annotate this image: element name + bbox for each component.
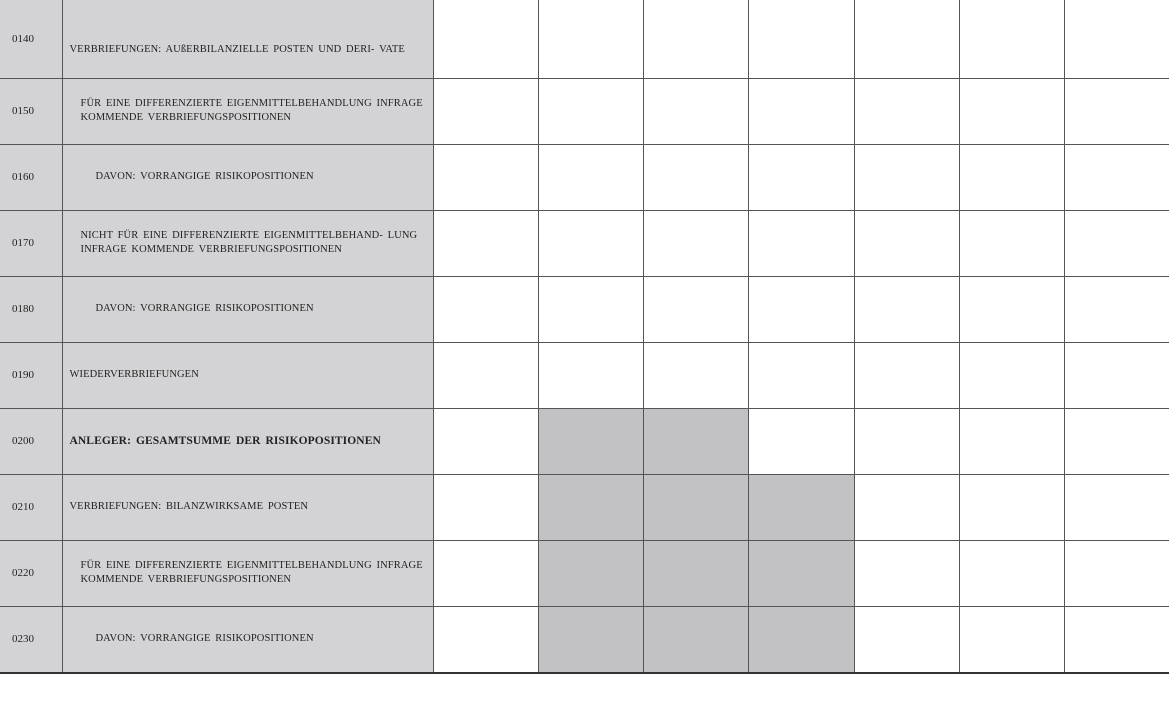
data-cell[interactable]	[433, 144, 538, 210]
data-cell[interactable]	[959, 78, 1064, 144]
data-cell[interactable]	[1064, 78, 1169, 144]
data-cell[interactable]	[854, 210, 959, 276]
data-cell[interactable]	[854, 78, 959, 144]
row-label-text: FÜR EINE DIFFERENZIERTE EIGENMITTELBEHANDLUNG INFRAGE KOMMENDE VERBRIEFUNGSPOSITIONEN	[80, 560, 423, 585]
data-cell[interactable]	[1064, 210, 1169, 276]
data-cell[interactable]	[433, 342, 538, 408]
shaded-cell	[643, 606, 748, 673]
row-label-text: ANLEGER: GESAMTSUMME DER RISIKOPOSITIONEN	[69, 435, 381, 447]
data-cell[interactable]	[433, 210, 538, 276]
table-row	[0, 606, 1169, 673]
table-row	[0, 474, 1169, 540]
row-label	[62, 276, 433, 342]
data-cell[interactable]	[433, 408, 538, 474]
row-code: 0180	[0, 276, 62, 342]
data-cell[interactable]	[959, 606, 1064, 673]
data-cell[interactable]	[433, 474, 538, 540]
data-cell[interactable]	[1064, 0, 1169, 78]
data-cell[interactable]	[1064, 474, 1169, 540]
data-cell[interactable]	[538, 276, 643, 342]
row-code: 0160	[0, 144, 62, 210]
shaded-cell	[748, 540, 854, 606]
data-cell[interactable]	[748, 342, 854, 408]
data-cell[interactable]	[1064, 342, 1169, 408]
data-cell[interactable]	[433, 78, 538, 144]
data-cell[interactable]	[959, 540, 1064, 606]
table-row	[0, 78, 1169, 144]
data-cell[interactable]	[959, 276, 1064, 342]
data-cell[interactable]	[854, 408, 959, 474]
table-row	[0, 144, 1169, 210]
row-code: 0150	[0, 78, 62, 144]
row-label	[62, 78, 433, 144]
data-cell[interactable]	[748, 144, 854, 210]
data-cell[interactable]	[959, 210, 1064, 276]
data-cell[interactable]	[959, 0, 1064, 78]
data-cell[interactable]	[538, 78, 643, 144]
data-cell[interactable]	[748, 0, 854, 78]
row-label-text: FÜR EINE DIFFERENZIERTE EIGENMITTELBEHANDLUNG INFRAGE KOMMENDE VERBRIEFUNGSPOSITIONEN	[80, 98, 423, 123]
data-cell[interactable]	[748, 408, 854, 474]
shaded-cell	[748, 606, 854, 673]
row-label-text: WIEDERVERBRIEFUNGEN	[69, 369, 199, 380]
data-cell[interactable]	[959, 408, 1064, 474]
data-cell[interactable]	[1064, 144, 1169, 210]
data-cell[interactable]	[643, 0, 748, 78]
data-cell[interactable]	[748, 276, 854, 342]
data-cell[interactable]	[643, 78, 748, 144]
table-row	[0, 0, 1169, 78]
data-cell[interactable]	[433, 606, 538, 673]
row-label-text: VERBRIEFUNGEN: AUßERBILANZIELLE POSTEN UND DERI- VATE	[69, 43, 405, 55]
data-cell[interactable]	[538, 210, 643, 276]
data-cell[interactable]	[959, 144, 1064, 210]
data-cell[interactable]	[748, 78, 854, 144]
row-code: 0170	[0, 210, 62, 276]
row-label-text: DAVON: VORRANGIGE RISIKOPOSITIONEN	[95, 171, 314, 182]
data-cell[interactable]	[433, 540, 538, 606]
data-cell[interactable]	[959, 342, 1064, 408]
row-code: 0140	[0, 0, 62, 78]
shaded-cell	[748, 474, 854, 540]
row-code: 0210	[0, 474, 62, 540]
row-code: 0200	[0, 408, 62, 474]
row-code: 0230	[0, 606, 62, 673]
data-cell[interactable]	[643, 210, 748, 276]
row-label	[62, 606, 433, 673]
row-code: 0220	[0, 540, 62, 606]
row-code: 0190	[0, 342, 62, 408]
row-label	[62, 408, 433, 474]
table-row	[0, 210, 1169, 276]
table-row	[0, 408, 1169, 474]
table-row	[0, 342, 1169, 408]
shaded-cell	[538, 606, 643, 673]
row-label-text: VERBRIEFUNGEN: BILANZWIRKSAME POSTEN	[69, 501, 309, 512]
data-cell[interactable]	[748, 210, 854, 276]
row-label	[62, 540, 433, 606]
data-cell[interactable]	[538, 342, 643, 408]
data-cell[interactable]	[433, 0, 538, 78]
row-label-text: DAVON: VORRANGIGE RISIKOPOSITIONEN	[95, 633, 314, 645]
row-label-text: DAVON: VORRANGIGE RISIKOPOSITIONEN	[95, 303, 314, 314]
data-cell[interactable]	[538, 144, 643, 210]
data-cell[interactable]	[854, 342, 959, 408]
data-cell[interactable]	[854, 474, 959, 540]
data-cell[interactable]	[643, 342, 748, 408]
row-label	[62, 0, 433, 78]
data-cell[interactable]	[643, 276, 748, 342]
shaded-cell	[538, 408, 643, 474]
shaded-cell	[538, 540, 643, 606]
data-cell[interactable]	[854, 144, 959, 210]
data-cell[interactable]	[854, 540, 959, 606]
row-label	[62, 144, 433, 210]
row-label-text: NICHT FÜR EINE DIFFERENZIERTE EIGENMITTELBEHAND- LUNG INFRAGE KOMMENDE VERBRIEFUNGSPOSITIONEN	[80, 230, 418, 255]
shaded-cell	[643, 540, 748, 606]
data-cell[interactable]	[433, 276, 538, 342]
table-row	[0, 540, 1169, 606]
table-row	[0, 276, 1169, 342]
data-cell[interactable]	[1064, 276, 1169, 342]
row-label	[62, 342, 433, 408]
shaded-cell	[643, 408, 748, 474]
data-cell[interactable]	[538, 0, 643, 78]
data-cell[interactable]	[959, 474, 1064, 540]
data-cell[interactable]	[1064, 606, 1169, 673]
data-cell[interactable]	[854, 276, 959, 342]
data-cell[interactable]	[854, 0, 959, 78]
data-cell[interactable]	[1064, 408, 1169, 474]
row-label	[62, 474, 433, 540]
shaded-cell	[538, 474, 643, 540]
data-cell[interactable]	[1064, 540, 1169, 606]
data-cell[interactable]	[854, 606, 959, 673]
data-cell[interactable]	[643, 144, 748, 210]
row-label	[62, 210, 433, 276]
shaded-cell	[643, 474, 748, 540]
